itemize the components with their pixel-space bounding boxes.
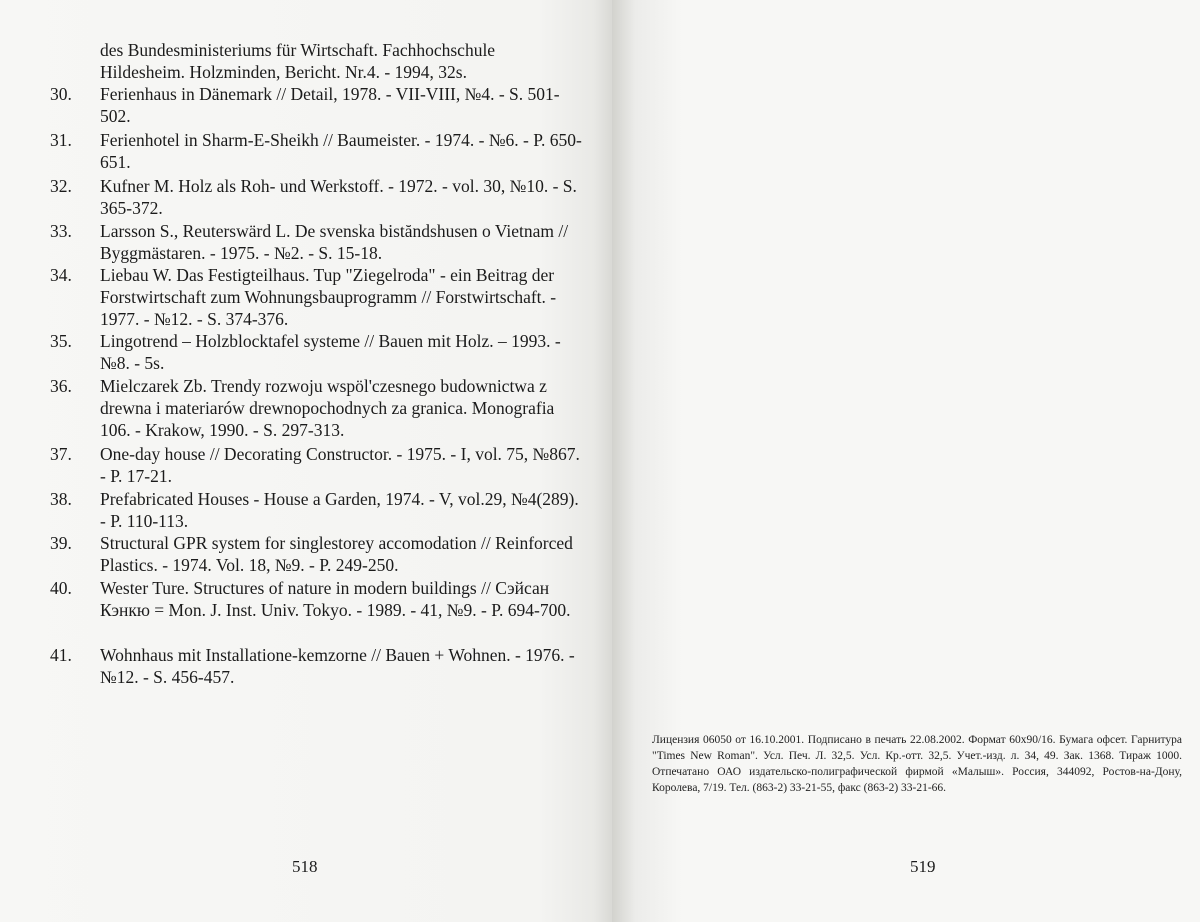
right-page: [612, 0, 1200, 922]
page-number-left: 518: [292, 857, 318, 876]
imprint-block: Лицензия 06050 от 16.10.2001. Подписано в печать 22.08.2002. Формат 60x90/16. Бумага офсет. Гарнитура "Times New Roman". Усл. Печ. Л. 32,5. Усл. Кр.-отт. 32,5. Учет.-изд. л. 34, 49. Зак. 1368. Тираж 1000. Отпечатано ОАО издательско-полиграфической фирмой «Малыш». Россия, 344092, Ростов-на-Дону, Королева, 7/19. Тел. (863-2) 33-21-55, факс (863-2) 33-21-66.: [652, 734, 1182, 794]
reference-number: 37.: [50, 444, 72, 464]
reference-number: 36.: [50, 376, 72, 396]
reference-text: Larsson S., Reuterswärd L. De svenska bistăndshusen o Vietnam // Byggmästaren. - 1975. - №2. - S. 15-18.: [100, 221, 569, 263]
reference-number: 35.: [50, 331, 72, 351]
reference-number: 34.: [50, 265, 72, 285]
reference-text: One-day house // Decorating Constructor. - 1975. - I, vol. 75, №867. - P. 17-21.: [100, 444, 580, 486]
reference-text: Liebau W. Das Festigteilhaus. Tup "Ziegelroda" - ein Beitrag der Forstwirtschaft zum Wohnungsbauprogramm // Forstwirtschaft. - 1977. - №12. - S. 374-376.: [100, 265, 557, 329]
reference-number: 38.: [50, 489, 72, 509]
reference-number: 40.: [50, 578, 72, 598]
reference-text: Structural GPR system for singlestorey accomodation // Reinforced Plastics. - 1974. Vol. 18, №9. - P. 249-250.: [100, 533, 573, 575]
reference-number: 30.: [50, 84, 72, 104]
reference-text: Kufner M. Holz als Roh- und Werkstoff. - 1972. - vol. 30, №10. - S. 365-372.: [100, 176, 577, 218]
reference-continuation: des Bundesministeriums für Wirtschaft. Fachhochschule Hildesheim. Holzminden, Bericht. Nr.4. - 1994, 32s.: [100, 40, 496, 82]
reference-number: 33.: [50, 221, 72, 241]
reference-number: 41.: [50, 645, 72, 665]
reference-number: 31.: [50, 130, 72, 150]
reference-text: Ferienhaus in Dänemark // Detail, 1978. - VII-VIII, №4. - S. 501-502.: [100, 84, 560, 126]
reference-text: Wester Ture. Structures of nature in modern buildings // Сэйсан Кэнкю = Mon. J. Inst. Univ. Tokyo. - 1989. - 41, №9. - P. 694-700.: [100, 578, 571, 620]
reference-text: Prefabricated Houses - House a Garden, 1974. - V, vol.29, №4(289). - P. 110-113.: [100, 489, 579, 531]
reference-text: Lingotrend – Holzblocktafel systeme // Bauen mit Holz. – 1993. - №8. - 5s.: [100, 331, 561, 373]
reference-number: 39.: [50, 533, 72, 553]
reference-text: Wohnhaus mit Installatione-kemzorne // Bauen + Wohnen. - 1976. - №12. - S. 456-457.: [100, 645, 575, 687]
page-number-right: 519: [910, 857, 936, 876]
reference-text: Ferienhotel in Sharm-E-Sheikh // Baumeister. - 1974. - №6. - P. 650-651.: [100, 130, 582, 172]
reference-number: 32.: [50, 176, 72, 196]
reference-text: Mielczarek Zb. Trendy rozwoju wspöl'czesnego budownictwa z drewna i materiarów drewnopochodnych za granica. Monografia 106. - Krakow, 1990. - S. 297-313.: [100, 376, 555, 440]
